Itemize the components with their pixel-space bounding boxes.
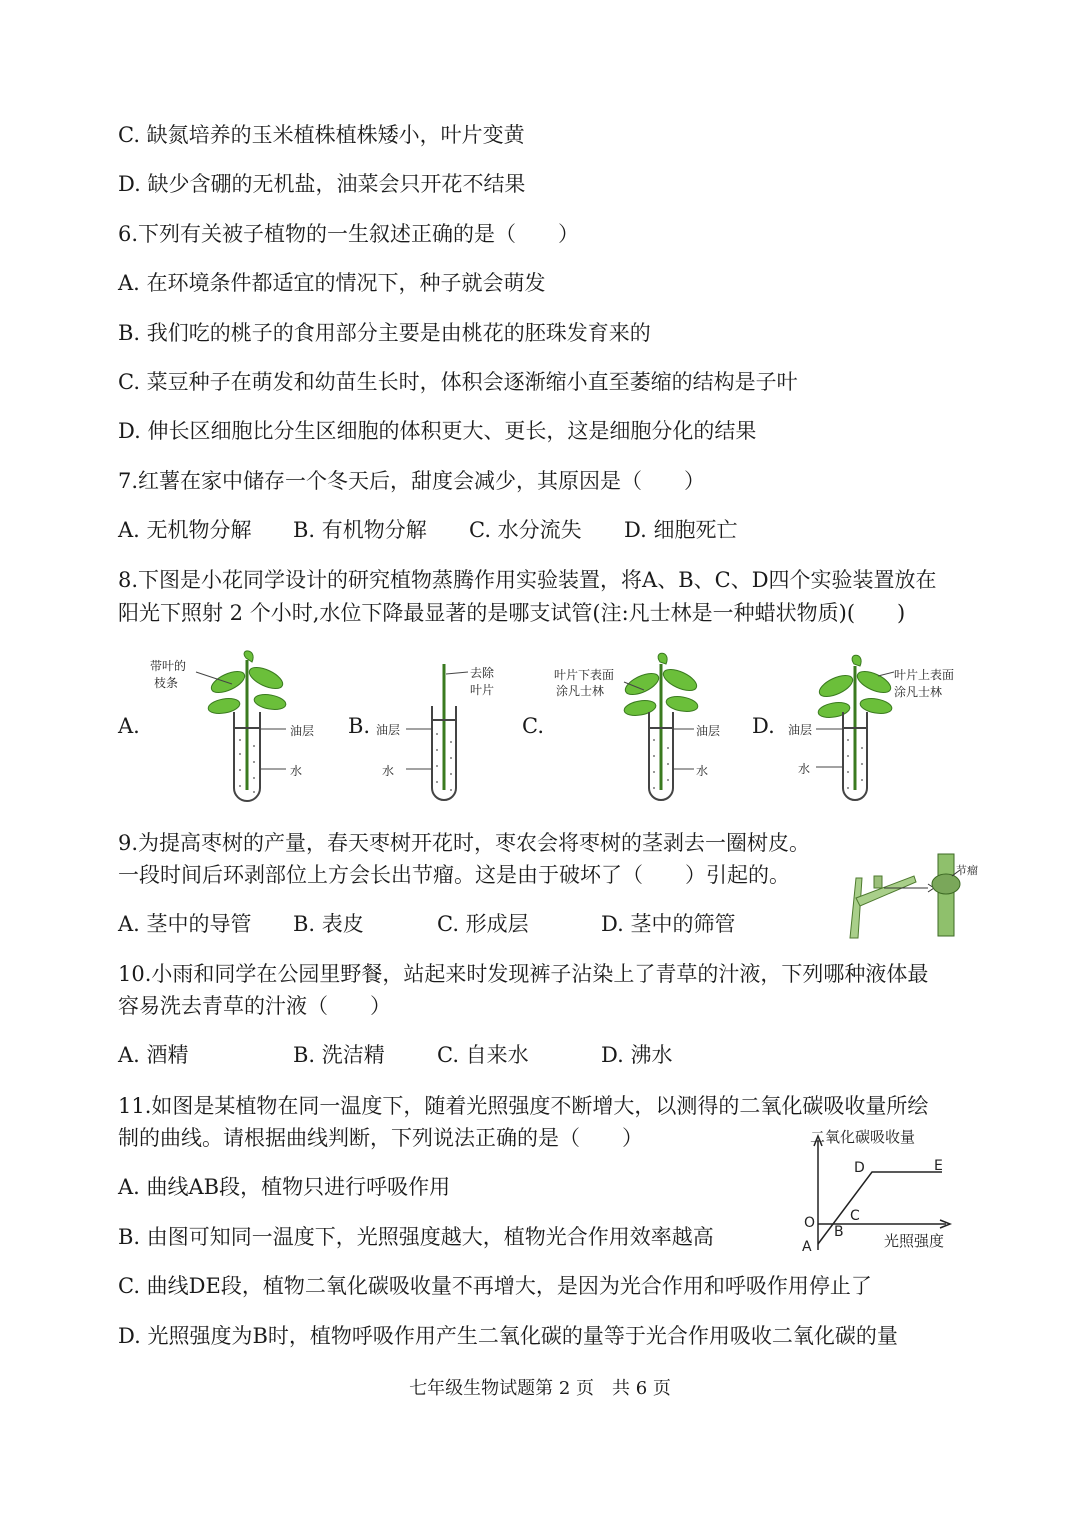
- q11-point-b: B: [834, 1224, 844, 1240]
- q8-fig-label-b: B.: [348, 714, 371, 738]
- q11-point-e: E: [934, 1158, 943, 1174]
- q8-c-note-label-1: 叶片下表面: [554, 668, 615, 682]
- q8-figure: [118, 650, 978, 805]
- q9-stem-line2: 一段时间后环剥部位上方会长出节瘤。这是由于破坏了（ ）引起的。: [118, 863, 790, 887]
- q8-d-water-label: 水: [798, 762, 811, 776]
- q8-a-branch-label-2: 枝条: [154, 676, 179, 690]
- q6-option-b: B. 我们吃的桃子的食用部分主要是由桃花的胚珠发育来的: [118, 321, 651, 345]
- q8-stem-line1: 8.下图是小花同学设计的研究植物蒸腾作用实验装置，将A、B、C、D四个实验装置放在: [118, 568, 937, 592]
- q11-point-a: A: [802, 1239, 812, 1255]
- q11-co2-graph: [796, 1124, 960, 1260]
- q6-option-a: A. 在环境条件都适宜的情况下，种子就会萌发: [118, 271, 546, 295]
- q7-option-b: B. 有机物分解: [293, 518, 427, 542]
- q11-point-d: D: [854, 1160, 865, 1176]
- q8-b-water-label: 水: [382, 764, 395, 778]
- q11-option-c: C. 曲线DE段，植物二氧化碳吸收量不再增大，是因为光合作用和呼吸作用停止了: [118, 1274, 872, 1298]
- q6-stem: 6.下列有关被子植物的一生叙述正确的是（ ）: [118, 222, 580, 246]
- q11-point-o: O: [804, 1215, 816, 1231]
- q10-option-c: C. 自来水: [437, 1043, 529, 1067]
- q11-option-a: A. 曲线AB段，植物只进行呼吸作用: [118, 1175, 451, 1199]
- q11-graph-ylabel: 二氧化碳吸收量: [810, 1128, 916, 1146]
- q8-a-water-label: 水: [290, 764, 303, 778]
- q9-stem-figure: [840, 848, 980, 940]
- q8-d-note-label-2: 涂凡士林: [894, 685, 943, 699]
- q7-option-d: D. 细胞死亡: [624, 518, 738, 542]
- q11-graph-xlabel: 光照强度: [884, 1232, 945, 1250]
- q6-option-c: C. 菜豆种子在萌发和幼苗生长时，体积会逐渐缩小直至萎缩的结构是子叶: [118, 370, 798, 394]
- q8-fig-label-a: A.: [118, 714, 140, 738]
- q10-stem-line1: 10.小雨和同学在公园里野餐，站起来时发现裤子沾染上了青草的汁液，下列哪种液体最: [118, 962, 929, 986]
- q7-option-a: A. 无机物分解: [118, 518, 252, 542]
- q8-b-oil-label: 油层: [376, 723, 401, 737]
- q8-d-oil-label: 油层: [788, 723, 813, 737]
- q8-stem-line2: 阳光下照射 2 个小时,水位下降最显著的是哪支试管(注:凡士林是一种蜡状物质)( ): [118, 601, 906, 625]
- q8-c-oil-label: 油层: [696, 724, 721, 738]
- q8-b-note-label-2: 叶片: [470, 683, 495, 697]
- q10-option-d: D. 沸水: [601, 1043, 673, 1067]
- q8-d-note-label-1: 叶片上表面: [894, 668, 955, 682]
- q9-option-b: B. 表皮: [293, 912, 364, 936]
- q8-c-water-label: 水: [696, 764, 709, 778]
- q11-option-b: B. 由图可知同一温度下，光照强度越大，植物光合作用效率越高: [118, 1225, 714, 1249]
- q9-node-label: 节瘤: [956, 864, 978, 877]
- q8-apparatus-b: [376, 650, 516, 805]
- q9-option-a: A. 茎中的导管: [118, 912, 252, 936]
- q8-apparatus-a: [148, 650, 338, 805]
- q11-option-d: D. 光照强度为B时，植物呼吸作用产生二氧化碳的量等于光合作用吸收二氧化碳的量: [118, 1324, 898, 1348]
- q5-option-c: C. 缺氮培养的玉米植株植株矮小，叶片变黄: [118, 123, 525, 147]
- q8-apparatus-d: [782, 650, 978, 805]
- page-footer: 七年级生物试题第 2 页 共 6 页: [409, 1378, 671, 1399]
- q7-stem: 7.红薯在家中储存一个冬天后，甜度会减少，其原因是（ ）: [118, 469, 706, 493]
- q8-apparatus-c: [554, 650, 750, 805]
- q10-option-a: A. 酒精: [118, 1043, 189, 1067]
- q8-fig-label-d: D.: [752, 714, 775, 738]
- q8-c-note-label-2: 涂凡士林: [556, 684, 605, 698]
- q11-point-c: C: [850, 1208, 860, 1224]
- q11-stem-line2: 制的曲线。请根据曲线判断，下列说法正确的是（ ）: [118, 1126, 643, 1150]
- q10-stem-line2: 容易洗去青草的汁液（ ）: [118, 994, 391, 1018]
- q9-stem-line1: 9.为提高枣树的产量，春天枣树开花时，枣农会将枣树的茎剥去一圈树皮。: [118, 831, 811, 855]
- q6-option-d: D. 伸长区细胞比分生区细胞的体积更大、更长，这是细胞分化的结果: [118, 419, 757, 443]
- q5-option-d: D. 缺少含硼的无机盐，油菜会只开花不结果: [118, 172, 526, 196]
- q9-option-d: D. 茎中的筛管: [601, 912, 736, 936]
- q7-option-c: C. 水分流失: [469, 518, 582, 542]
- q8-a-oil-label: 油层: [290, 724, 315, 738]
- q10-option-b: B. 洗洁精: [293, 1043, 385, 1067]
- q8-b-note-label-1: 去除: [470, 666, 495, 680]
- q9-option-c: C. 形成层: [437, 912, 529, 936]
- q11-stem-line1: 11.如图是某植物在同一温度下，随着光照强度不断增大，以测得的二氧化碳吸收量所绘: [118, 1094, 929, 1118]
- q8-a-branch-label-1: 带叶的: [150, 659, 187, 673]
- q8-fig-label-c: C.: [522, 714, 544, 738]
